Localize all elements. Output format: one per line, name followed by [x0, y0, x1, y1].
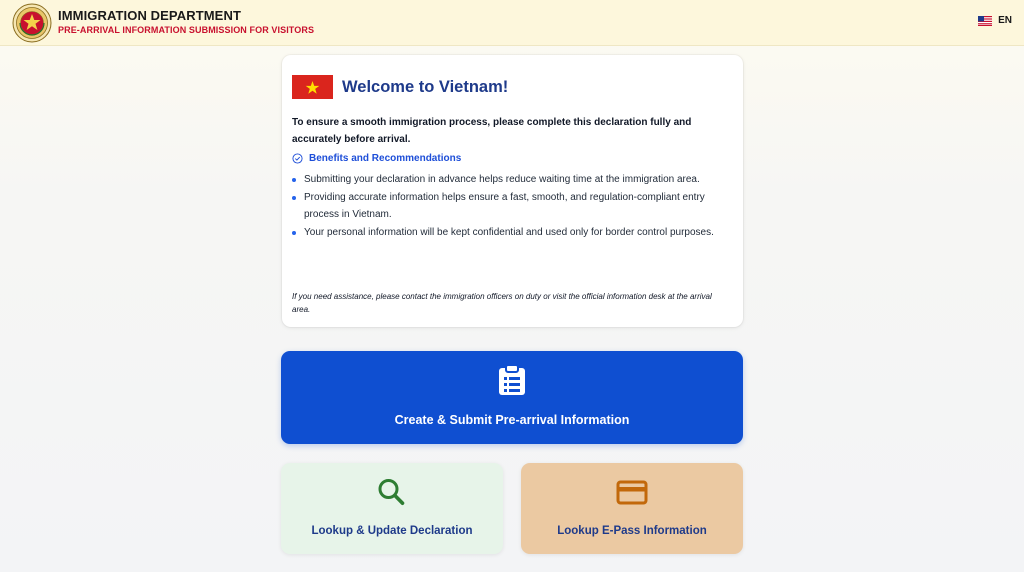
bullet-icon	[292, 196, 296, 200]
us-flag-icon	[978, 16, 992, 26]
search-icon	[376, 477, 408, 507]
welcome-card	[282, 55, 743, 327]
language-selector[interactable]	[978, 15, 1012, 26]
welcome-intro: To ensure a smooth immigration process, please complete this declaration fully and accurately before arrival.	[292, 117, 692, 145]
bullet-icon	[292, 178, 296, 182]
benefit-item	[292, 189, 732, 223]
lookup-update-button[interactable]	[281, 463, 503, 554]
header-title: IMMIGRATION DEPARTMENT	[58, 8, 241, 23]
immigration-emblem-logo	[12, 3, 52, 43]
benefits-list	[292, 171, 732, 242]
check-circle-icon	[292, 153, 303, 164]
benefits-heading-label: Benefits and Recommendations	[309, 153, 462, 164]
header-subtitle: PRE-ARRIVAL INFORMATION SUBMISSION FOR VISITORS	[58, 25, 315, 35]
benefit-text: Submitting your declaration in advance helps reduce waiting time at the immigration area.	[304, 174, 700, 185]
create-submit-button[interactable]	[281, 351, 743, 444]
assistance-note: If you need assistance, please contact the immigration officers on duty or visit the official information desk at the arrival area.	[292, 292, 712, 314]
vietnam-flag-icon	[292, 75, 333, 99]
language-label: EN	[998, 15, 1012, 26]
header-text-group	[58, 8, 314, 37]
credit-card-icon	[616, 477, 648, 507]
benefit-item	[292, 171, 732, 188]
clipboard-icon	[497, 364, 527, 396]
benefits-heading	[292, 153, 461, 164]
benefit-text: Your personal information will be kept confidential and used only for border control purposes.	[304, 227, 714, 238]
create-submit-label: Create & Submit Pre-arrival Information	[394, 413, 630, 427]
benefit-item	[292, 224, 732, 241]
lookup-epass-button[interactable]	[521, 463, 743, 554]
bullet-icon	[292, 231, 296, 235]
app-header	[0, 0, 1024, 46]
lookup-epass-label: Lookup E-Pass Information	[557, 525, 707, 537]
benefit-text: Providing accurate information helps ensure a fast, smooth, and regulation-compliant entry process in Vietnam.	[304, 192, 705, 220]
welcome-title: Welcome to Vietnam!	[342, 78, 509, 96]
lookup-update-label: Lookup & Update Declaration	[311, 525, 473, 537]
